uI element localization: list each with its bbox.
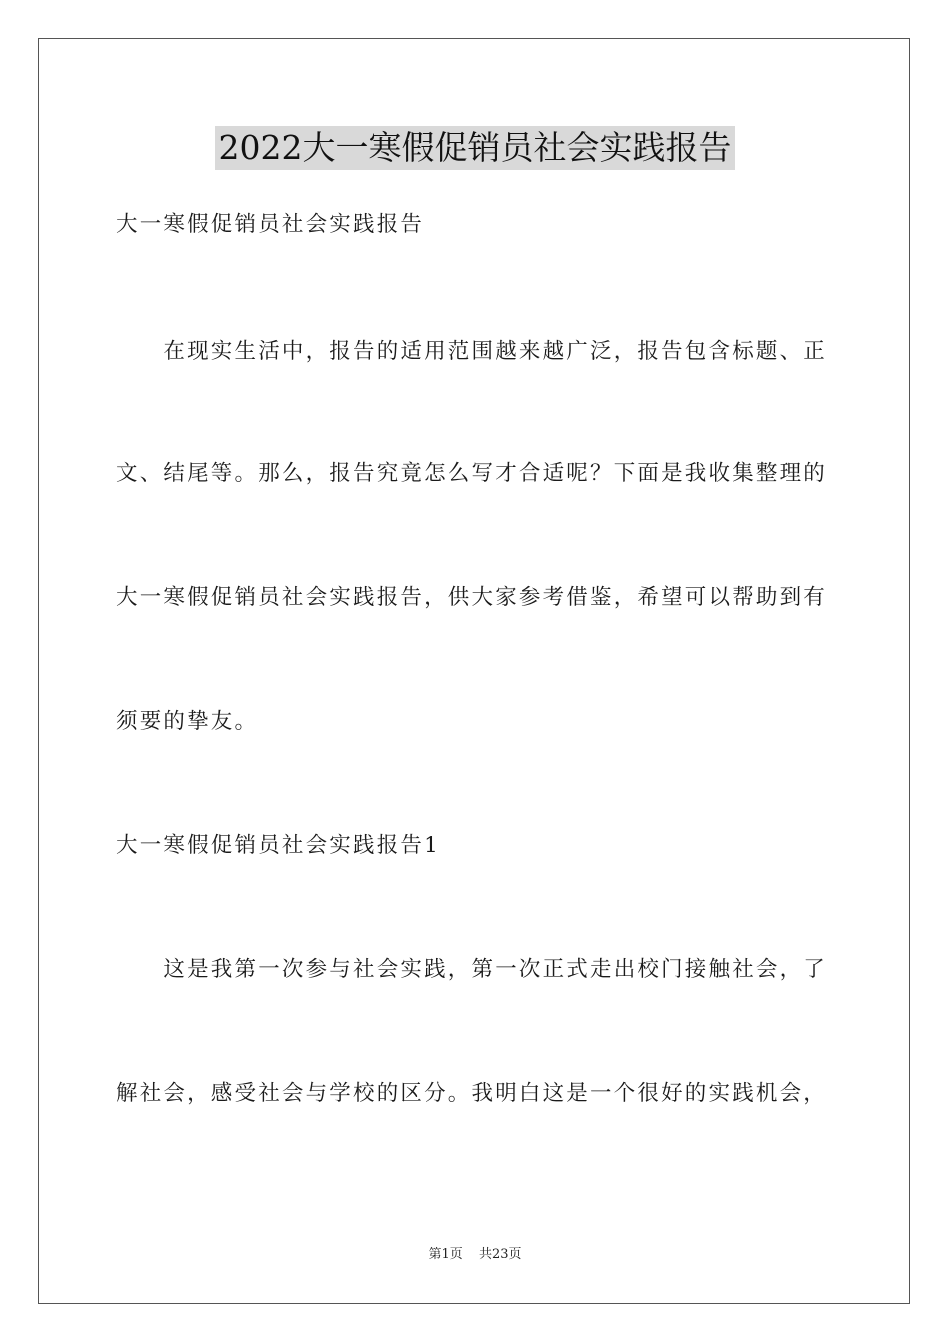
section-line-1: 这是我第一次参与社会实践，第一次正式走出校门接触社会，了 bbox=[116, 957, 828, 982]
intro-line-2: 文、结尾等。那么，报告究竟怎么写才合适呢？下面是我收集整理的 bbox=[116, 461, 828, 486]
intro-line-1: 在现实生活中，报告的适用范围越来越广泛，报告包含标题、正 bbox=[116, 339, 828, 364]
page-footer bbox=[0, 1246, 950, 1264]
subtitle-line: 大一寒假促销员社会实践报告 bbox=[116, 212, 425, 237]
document-title: 2022大一寒假促销员社会实践报告 bbox=[215, 126, 736, 170]
section-heading: 大一寒假促销员社会实践报告1 bbox=[116, 833, 440, 858]
page-total: 共23页 bbox=[478, 1247, 522, 1262]
intro-line-3: 大一寒假促销员社会实践报告，供大家参考借鉴，希望可以帮助到有 bbox=[116, 585, 828, 610]
title-container bbox=[0, 126, 950, 170]
page-number: 第1页 bbox=[428, 1247, 463, 1262]
section-line-2: 解社会，感受社会与学校的区分。我明白这是一个很好的实践机会， bbox=[116, 1081, 828, 1106]
intro-line-4: 须要的挚友。 bbox=[116, 709, 259, 734]
